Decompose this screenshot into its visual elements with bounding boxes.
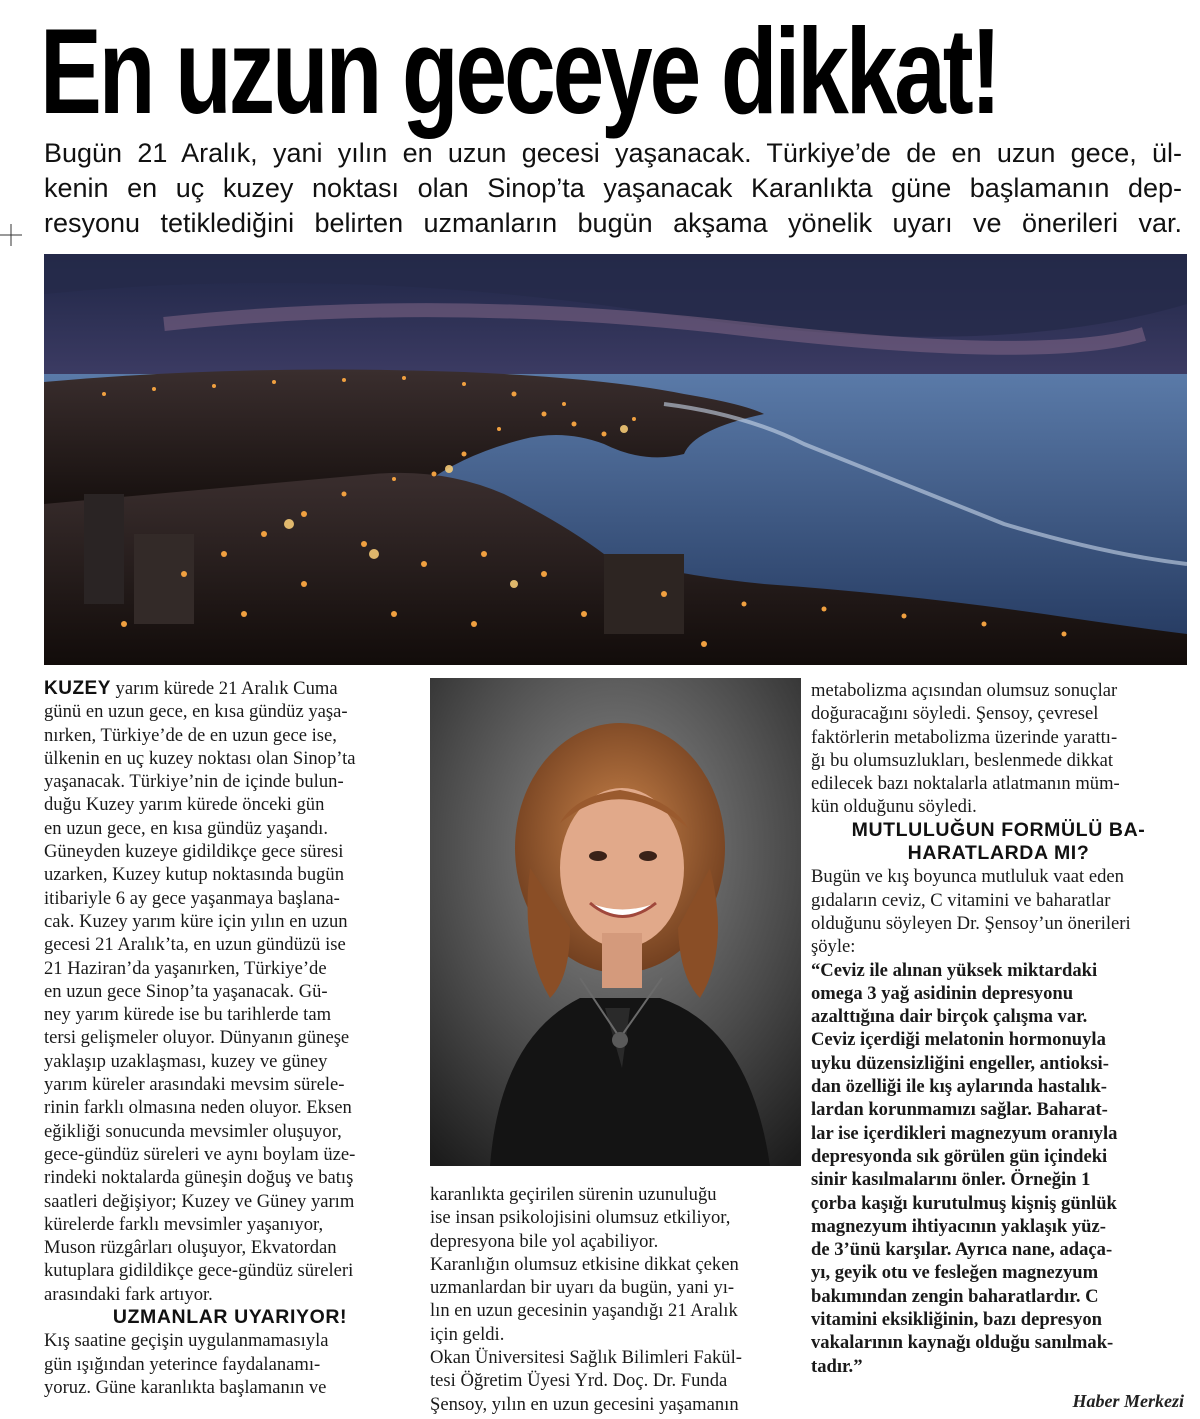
- column-line: metabolizma açısından olumsuz sonuçlar: [811, 680, 1118, 701]
- column-line: gecesi 21 Aralık’ta, en uzun gündüzü ise: [44, 934, 346, 956]
- headline: En uzun geceye dikkat!: [40, 3, 999, 139]
- lead-line: Bugün 21 Aralık, yani yılın en uzun gecesi yaşanacak. Türkiye’de de en uzun gece, ül-: [44, 138, 1182, 168]
- subhead-mutlulugun: MUTLULUĞUN FORMÜLÜ BA-: [851, 818, 1146, 841]
- quote-line: lardan korunmamızı sağlar. Baharat-: [811, 1099, 1108, 1121]
- lead-line: resyonu tetiklediğini belirten uzmanların bugün akşama yönelik uyarı ve önerileri var.: [44, 208, 1182, 238]
- column-line: gece-gündüz süreleri ve aynı boylam üze-: [44, 1143, 356, 1165]
- column-line: kürelerde farklı mevsimler yaşanıyor,: [44, 1213, 324, 1235]
- column-line: uzmanlardan bir uyarı da bugün, yani yı-: [430, 1277, 735, 1299]
- byline: Haber Merkezi: [1072, 1391, 1184, 1411]
- column-line: yaşanacak. Türkiye’nin de içinde bulun-: [44, 771, 344, 793]
- quote-line: azalttığına dair birçok çalışma var.: [811, 1006, 1088, 1028]
- column-line: itibariyle 6 ay gece yaşanmaya başlana-: [44, 887, 340, 909]
- quote-line: Ceviz içerdiği melatonin hormonuyla: [811, 1029, 1106, 1051]
- column-line: edilecek bazı noktalarla atlatmanın müm-: [811, 773, 1120, 795]
- column-2: [430, 1183, 792, 1416]
- column-3: [811, 679, 1186, 1378]
- column-line: tersi gelişmeler oluyor. Dünyanın güneşe: [44, 1027, 350, 1049]
- column-line: tesi Öğretim Üyesi Yrd. Doç. Dr. Funda: [430, 1370, 728, 1392]
- quote-line: magnezyum ihtiyacının yaklaşık yüz-: [811, 1215, 1106, 1237]
- column-line: [44, 677, 416, 700]
- hero-photo-image: [44, 254, 1187, 665]
- column-line: en uzun gece Sinop’ta yaşanacak. Gü-: [44, 980, 328, 1002]
- subhead-uzmanlar: UZMANLAR UYARIYOR!: [112, 1306, 348, 1329]
- column-line: rinin farklı olmasına neden oluyor. Eksen: [44, 1097, 352, 1119]
- quote-line: sinir kasılmalarını önler. Örneğin 1: [811, 1169, 1091, 1191]
- lead-paragraph: [44, 136, 1182, 241]
- column-line: için geldi.: [430, 1323, 505, 1345]
- quote-line: omega 3 yağ asidinin depresyonu: [811, 982, 1074, 1004]
- column-line: ülkenin en uç kuzey noktası olan Sinop’ta: [44, 747, 356, 769]
- column-line: Bugün ve kış boyunca mutluluk vaat eden: [811, 866, 1124, 888]
- column-line: gıdaların ceviz, C vitamini ve baharatlar: [811, 889, 1111, 911]
- column-line: eğikliği sonucunda mevsimler oluşuyor,: [44, 1120, 342, 1142]
- quote-line: çorba kaşığı kurutulmuş kişniş günlük: [811, 1192, 1117, 1214]
- column-line: yarım küreler arasındaki mevsim sürele-: [44, 1074, 345, 1096]
- column-line: Kış saatine geçişin uygulanmamasıyla: [44, 1330, 329, 1352]
- column-line: yoruz. Güne karanlıkta başlamanın ve: [44, 1376, 327, 1398]
- quote-line: tadır.”: [811, 1355, 863, 1377]
- portrait-photo: [430, 678, 801, 1166]
- column-line: gün ışığından yeterince faydalanamı-: [44, 1353, 321, 1375]
- column-line: duğu Kuzey yarım kürede önceki gün: [44, 794, 325, 816]
- column-line: arasındaki fark artıyor.: [44, 1283, 213, 1305]
- column-line: ney yarım kürede ise bu tarihlerde tam: [44, 1004, 332, 1026]
- quote-line: bakımından zengin baharatlardır. C: [811, 1285, 1099, 1307]
- quote-line: de 3’ünü karşılar. Ayrıca nane, adaça-: [811, 1239, 1113, 1261]
- quote-line: vakalarının kaynağı olduğu sanılmak-: [811, 1332, 1114, 1354]
- column-line: doğuracağını söyledi. Şensoy, çevresel: [811, 703, 1099, 725]
- column-1: [44, 677, 416, 1399]
- column-line: Şensoy, yılın en uzun gecesini yaşamanın: [430, 1393, 739, 1415]
- column-line: uzarken, Kuzey kutup noktasında bugün: [44, 864, 345, 886]
- quote-line: depresyonda sık görülen gün içindeki: [811, 1145, 1108, 1167]
- column-line: nırken, Türkiye’de de en uzun gece ise,: [44, 724, 337, 746]
- column-line: ise insan psikolojisini olumsuz etkiliyor,: [430, 1207, 731, 1229]
- portrait-photo-image: [430, 678, 801, 1166]
- column-line: saatleri değişiyor; Kuzey ve Güney yarım: [44, 1190, 355, 1212]
- quote-line: dan özelliği ile kış aylarında hastalık-: [811, 1076, 1107, 1098]
- column-line: ğı bu olumsuzlukları, beslenmede dikkat: [811, 749, 1114, 771]
- column-line-text: yarım kürede 21 Aralık Cuma: [110, 678, 338, 699]
- column-line: faktörlerin metabolizma üzerinde yarattı-: [811, 726, 1118, 748]
- column-line: karanlıkta geçirilen sürenin uzunuluğu: [430, 1184, 717, 1205]
- quote-line: lar ise içerdikleri magnezyum oranıyla: [811, 1122, 1118, 1144]
- column-line: en uzun gece, en kısa gündüz yaşandı.: [44, 817, 328, 839]
- column-line: şöyle:: [811, 936, 856, 958]
- column-line: yaklaşıp uzaklaşması, kuzey ve güney: [44, 1050, 328, 1072]
- crop-mark: [0, 224, 22, 246]
- column-line: Muson rüzgârları oluşuyor, Ekvatordan: [44, 1237, 337, 1259]
- quote-block: [811, 959, 1186, 1378]
- column-line: Güneyden kuzeye gidildikçe gece süresi: [44, 841, 344, 863]
- hero-photo: [44, 254, 1187, 665]
- column-line: kün olduğunu söyledi.: [811, 796, 977, 818]
- quote-line: “Ceviz ile alınan yüksek miktardaki: [811, 959, 1098, 981]
- column-line: kutuplara gidildikçe gece-gündüz süreleri: [44, 1260, 354, 1282]
- quote-line: vitamini eksikliğinin, bazı depresyon: [811, 1309, 1103, 1331]
- column-line: olduğunu söyleyen Dr. Şensoy’un önerileri: [811, 912, 1131, 934]
- column-line: cak. Kuzey yarım küre için yılın en uzun: [44, 910, 348, 932]
- lead-line: kenin en uç kuzey noktası olan Sinop’ta yaşanacak Karanlıkta güne başlamanın dep-: [44, 173, 1182, 203]
- column-line: Okan Üniversitesi Sağlık Bilimleri Fakül-: [430, 1347, 742, 1369]
- column-line: 21 Haziran’da yaşanırken, Türkiye’de: [44, 957, 327, 979]
- column-line: rindeki noktalarda güneşin doğuş ve batış: [44, 1167, 354, 1189]
- subhead-mutlulugun: HARATLARDA MI?: [907, 842, 1090, 865]
- lead-word: KUZEY: [44, 678, 111, 699]
- column-line: Karanlığın olumsuz etkisine dikkat çeken: [430, 1253, 739, 1275]
- quote-line: uyku düzensizliğini engeller, antioksi-: [811, 1052, 1109, 1074]
- quote-line: yı, geyik otu ve fesleğen magnezyum: [811, 1262, 1099, 1284]
- column-line: lın en uzun gecesinin yaşandığı 21 Aralık: [430, 1300, 738, 1322]
- column-line: günü en uzun gece, en kısa gündüz yaşa-: [44, 701, 348, 723]
- column-line: depresyona bile yol açabiliyor.: [430, 1230, 659, 1252]
